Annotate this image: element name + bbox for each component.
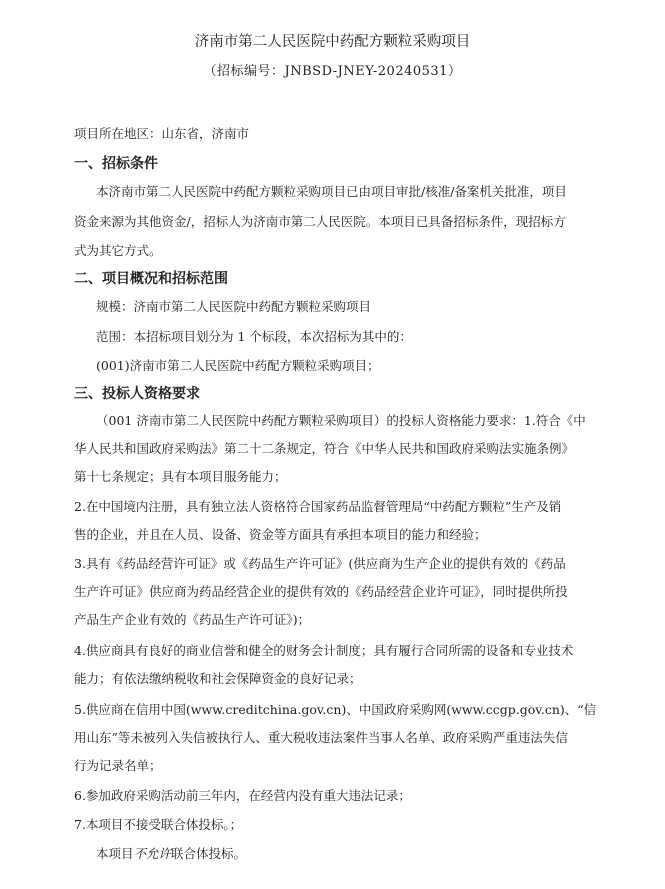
section-heading-project-overview: 二、项目概况和招标范围 (74, 271, 228, 287)
consortium-suffix: 联合体投标。 (171, 846, 247, 861)
paragraph-line: 第十七条规定；具有本项目服务能力； (74, 469, 287, 484)
requirement-line: 3.具有《药品经营许可证》或《药品生产许可证》(供应商为生产企业的提供有效的《药品 (74, 556, 566, 571)
requirement-line: 售的企业，并且在人员、设备、资金等方面具有承担本项目的能力和经验； (74, 527, 487, 542)
consortium-prefix: 本项目 (96, 846, 134, 861)
paragraph-line: 式为其它方式。 (74, 243, 162, 258)
consortium-not-allowed: 不允许 (133, 846, 172, 861)
requirement-line: 6.参加政府采购活动前三年内，在经营内没有重大违法记录； (74, 788, 411, 803)
requirement-line: 能力；有依法缴纳税收和社会保障资金的良好记录； (74, 671, 362, 686)
project-scope: 范围：本招标项目划分为 1 个标段，本次招标为其中的： (96, 329, 412, 344)
requirement-line: 用山东”等未被列入失信被执行人、重大税收违法案件当事人名单、政府采购严重违法失信 (74, 730, 568, 745)
paragraph-line: （001 济南市第二人民医院中药配方颗粒采购项目）的投标人资格能力要求：1.符合《中 (96, 413, 586, 428)
requirement-line: 7.本项目不接受联合体投标。； (74, 817, 243, 832)
lot-item: (001)济南市第二人民医院中药配方颗粒采购项目； (96, 358, 380, 373)
requirement-line: 生产许可证》供应商为药品经营企业的提供有效的《药品经营企业许可证》，同时提供所投 (74, 584, 568, 599)
requirement-line: 4.供应商具有良好的商业信誉和健全的财务会计制度；具有履行合同所需的设备和专业技术 (74, 643, 574, 658)
paragraph-line: 华人民共和国政府采购法》第二十二条规定，符合《中华人民共和国政府采购法实施条例》 (74, 441, 575, 456)
paragraph-line: 本济南市第二人民医院中药配方颗粒采购项目已由项目审批/核准/备案机关批准，项目 (96, 184, 567, 199)
project-scale: 规模：济南市第二人民医院中药配方颗粒采购项目 (96, 299, 372, 314)
paragraph-line: 资金来源为其他资金/，招标人为济南市第二人民医院。本项目已具备招标条件，现招标方 (74, 214, 566, 229)
bid-number: （招标编号：JNBSD-JNEY-20240531） (203, 64, 462, 79)
document-title: 济南市第二人民医院中药配方颗粒采购项目 (194, 34, 471, 50)
section-heading-bidder-qualifications: 三、投标人资格要求 (74, 386, 200, 402)
requirement-line: 5.供应商在信用中国(www.creditchina.gov.cn)、中国政府采购网(www.ccgp.gov.cn)、“信 (74, 702, 597, 717)
requirement-line: 2.在中国境内注册，具有独立法人资格符合国家药品监督管理局“中药配方颗粒”生产及销 (74, 499, 562, 514)
requirement-line: 行为记录名单； (74, 758, 162, 773)
consortium-statement (96, 845, 246, 863)
project-location: 项目所在地区：山东省，济南市 (74, 126, 250, 141)
section-heading-bid-conditions: 一、招标条件 (74, 156, 158, 172)
requirement-line: 产品生产企业有效的《药品生产许可证》)； (74, 612, 311, 627)
